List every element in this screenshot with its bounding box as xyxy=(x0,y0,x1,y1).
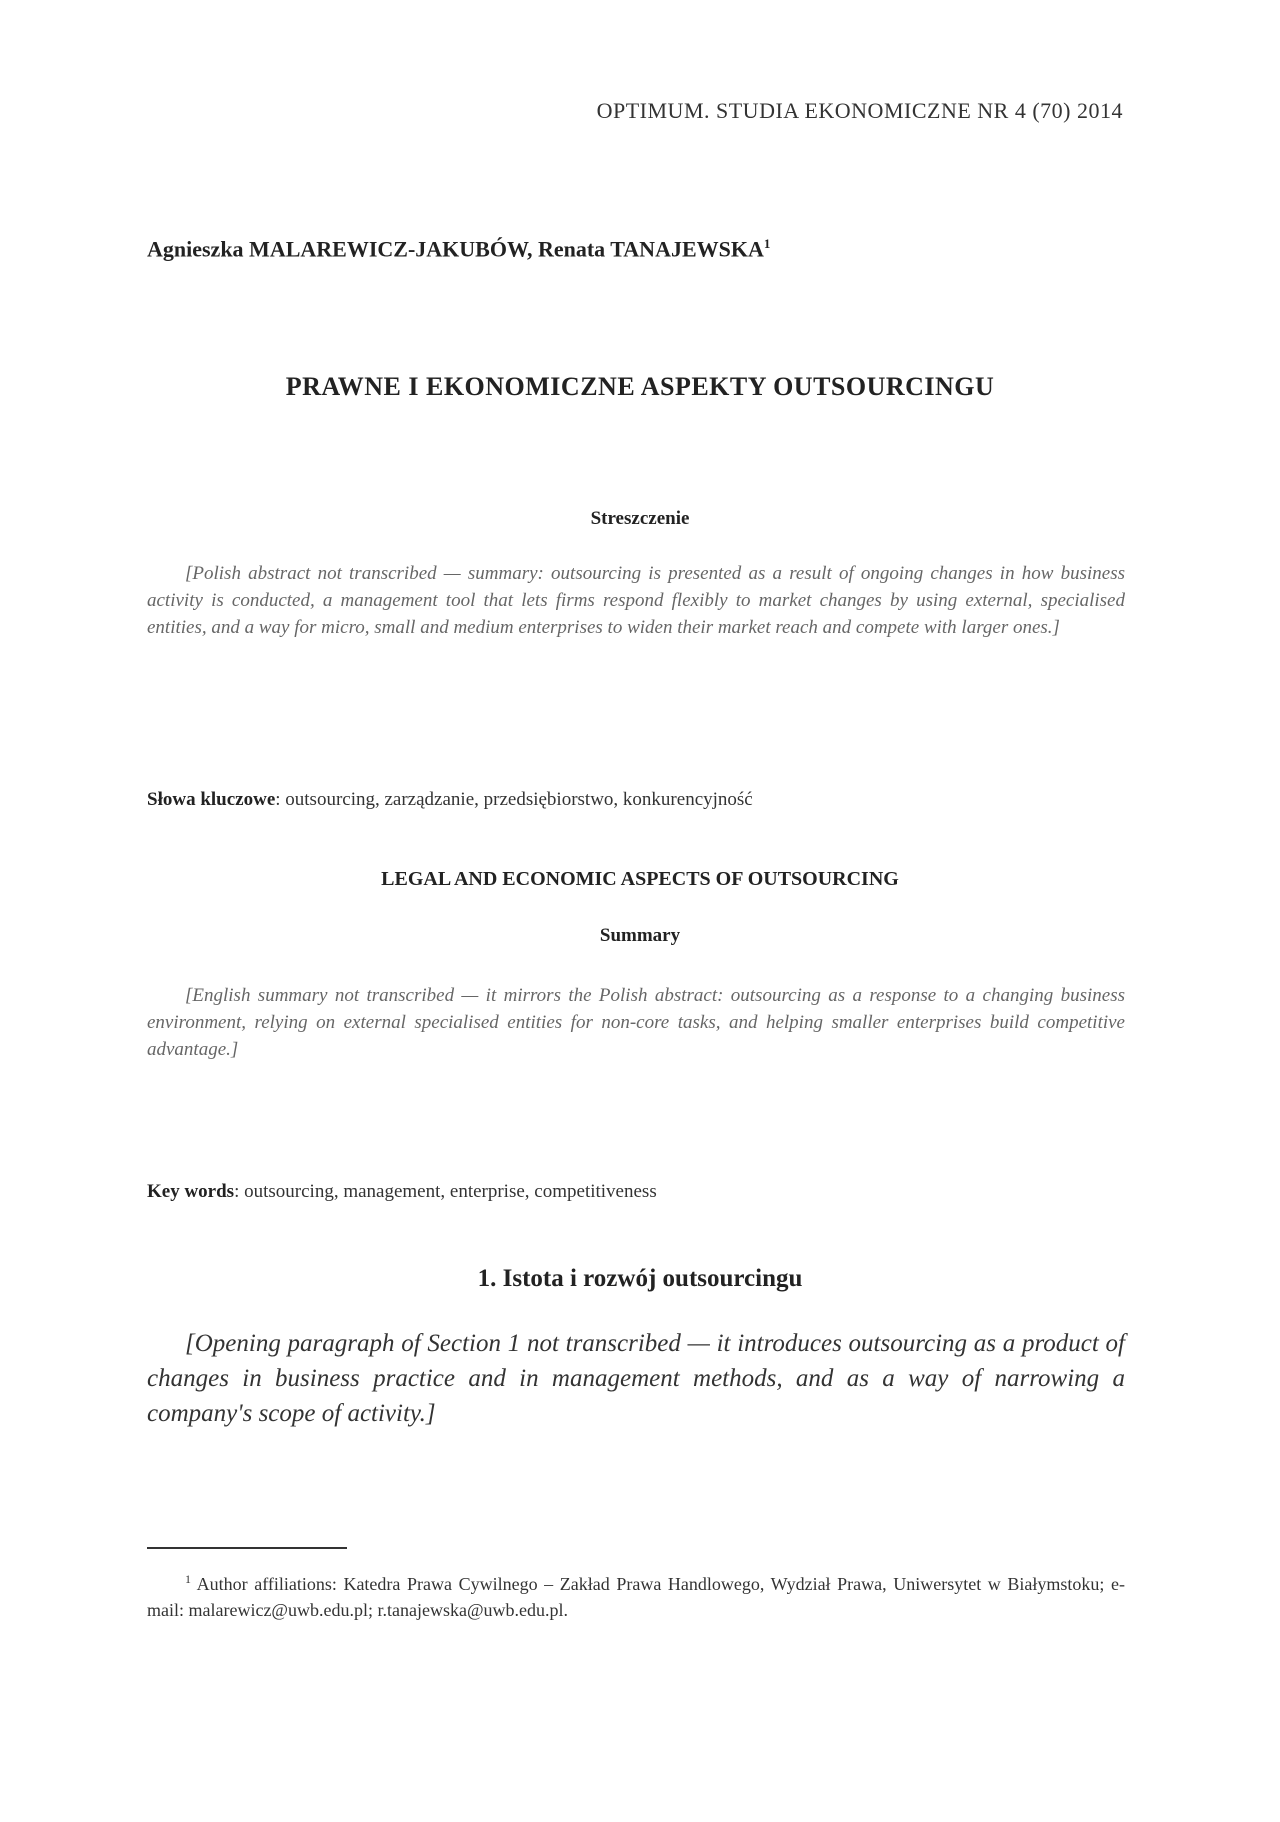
section-heading-1: 1. Istota i rozwój outsourcingu xyxy=(477,1265,803,1292)
author-line xyxy=(147,236,770,262)
journal-running-header: OPTIMUM. STUDIA EKONOMICZNE NR 4 (70) 2014 xyxy=(596,98,1123,123)
footnote-separator xyxy=(147,1547,347,1549)
footnote-text: Author affiliations: Katedra Prawa Cywilnego – Zakład Prawa Handlowego, Wydział Prawa, Uniwersytet w Białymstoku; e-mail: malarewicz@uwb.edu.pl; r.tanajewska@uwb.edu.pl. xyxy=(147,1574,1125,1620)
article-title-english: LEGAL AND ECONOMIC ASPECTS OF OUTSOURCING xyxy=(381,868,899,890)
footnote-1 xyxy=(147,1566,1125,1623)
summary-english: [English summary not transcribed — it mirrors the Polish abstract: outsourcing as a response to a changing business environment, relying on external specialised entities for non-core tasks, and helping smaller enterprises build competitive advantage.] xyxy=(147,985,1125,1060)
article-title-polish: PRAWNE I EKONOMICZNE ASPEKTY OUTSOURCINGU xyxy=(285,372,995,401)
keywords-polish xyxy=(147,789,753,811)
keywords-list-polish: : outsourcing, zarządzanie, przedsiębiorstwo, konkurencyjność xyxy=(275,789,753,810)
author-names: Agnieszka MALAREWICZ-JAKUBÓW, Renata TANAJEWSKA xyxy=(147,236,764,262)
section-1-body: [Opening paragraph of Section 1 not transcribed — it introduces outsourcing as a product of changes in business practice and in management methods, and as a way of narrowing a company's scope of activity.] xyxy=(147,1330,1125,1427)
author-footnote-mark: 1 xyxy=(763,236,771,251)
abstract-heading-polish: Streszczenie xyxy=(590,508,690,529)
keywords-label-english: Key words xyxy=(147,1181,235,1202)
keywords-english xyxy=(147,1181,657,1203)
keywords-label-polish: Słowa kluczowe xyxy=(147,789,276,810)
abstract-polish: [Polish abstract not transcribed — summary: outsourcing is presented as a result of ongoing changes in how business activity is conducted, a management tool that lets firms respond flexibly to market changes by using external, specialised entities, and a way for micro, small and medium enterprises to widen their market reach and compete with larger ones.] xyxy=(147,563,1125,638)
keywords-list-english: : outsourcing, management, enterprise, competitiveness xyxy=(234,1181,657,1202)
summary-heading-english: Summary xyxy=(599,925,681,946)
footnote-mark: 1 xyxy=(185,1572,191,1586)
